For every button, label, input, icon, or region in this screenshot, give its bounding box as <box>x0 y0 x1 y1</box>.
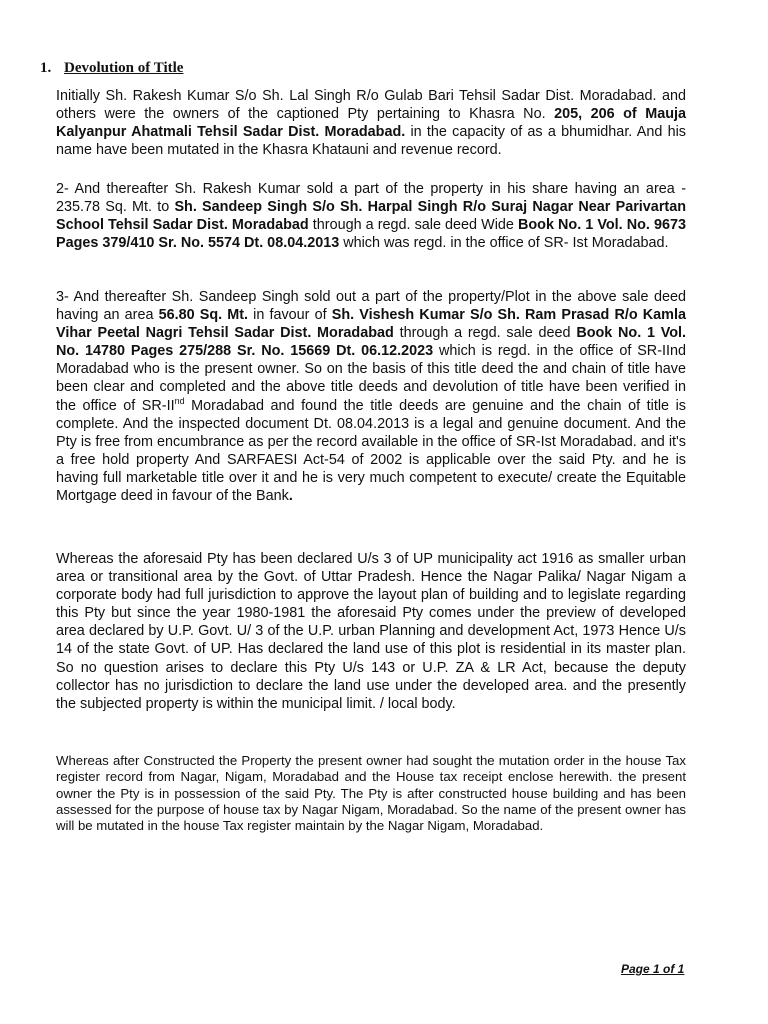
text-run: which is regd. in the office of SR-IInd Moradabad who is the present owner. So on the basis of this title deed the and chain of title have been clear and completed and the above title deeds and devolution of title have been verified in the office of SR-II <box>56 343 686 414</box>
text-run: in the capacity of as a bhumidhar. And his name have been mutated in the Khasra Khatauni and revenue record. <box>56 124 686 159</box>
buyer-details: Sh. Sandeep Singh S/o Sh. Harpal Singh R/o Suraj Nagar Near Parivartan School Tehsil Sadar Dist. Moradabad <box>56 199 687 234</box>
text-run: through a regd. sale deed Wide <box>308 217 518 234</box>
buyer-details: Sh. Vishesh Kumar S/o Sh. Ram Prasad R/o Kamla Vihar Peetal Nagri Tehsil Sadar Dist. Moradabad <box>56 307 686 342</box>
page-number: Page 1 of 1 <box>621 962 685 976</box>
paragraph-mutation: Whereas after Constructed the Property the present owner had sought the mutation order in the house Tax register record from Nagar, Nigam, Moradabad and the House tax receipt enclose herewith. the present owner the Pty is in possession of the said Pty. The Pty is after constructed house building and has been assessed for the purpose of house tax by Nagar Nigam, Moradabad. So the name of the present owner has will be mutated in the house Tax register maintain by the Nagar Nigam, Moradabad. <box>56 753 686 834</box>
section-number: 1. <box>40 60 52 76</box>
khasra-details: 205, 206 of Mauja Kalyanpur Ahatmali Tehsil Sadar Dist. Moradabad. <box>56 106 687 141</box>
text-run: . <box>288 488 293 505</box>
deed-reference: Book No. 1 Vol. No. 14780 Pages 275/288 Sr. No. 15669 Dt. 06.12.2023 <box>56 325 687 360</box>
text-run: through a regd. sale deed <box>393 325 577 342</box>
paragraph-first-sale <box>56 180 686 252</box>
section-heading <box>40 60 183 77</box>
paragraph-second-sale <box>56 288 686 505</box>
text-run: which was regd. in the office of SR- Ist Moradabad. <box>339 235 669 252</box>
text-run: Initially Sh. Rakesh Kumar S/o Sh. Lal Singh R/o Gulab Bari Tehsil Sadar Dist. Moradabad. and others were the owners of the captioned Pty pertaining to Khasra No. <box>56 88 686 123</box>
text-run: 2- And thereafter Sh. Rakesh Kumar sold a part of the property in his share having an area - 235.78 Sq. Mt. to <box>56 181 686 216</box>
deed-reference: Book No. 1 Vol. No. 9673 Pages 379/410 Sr. No. 5574 Dt. 08.04.2013 <box>56 217 686 252</box>
ordinal-suffix: nd <box>174 395 185 406</box>
plot-area: 56.80 Sq. Mt. <box>158 307 249 324</box>
text-run: 3- And thereafter Sh. Sandeep Singh sold out a part of the property/Plot in the above sale deed having an area <box>56 289 686 324</box>
section-title: Devolution of Title <box>64 60 184 76</box>
text-run: Moradabad and found the title deeds are genuine and the chain of title is complete. And the inspected document Dt. 08.04.2013 is a legal and genuine document. And the Pty is free from encumbrance as per the record available in the office of SR-Ist Moradabad. and it's a free hold property And SARFAESI Act-54 of 2002 is applicable over the said Pty. and he is having full marketable title over it and he is very much competent to execute/ create the Equitable Mortgage deed in favour of the Bank <box>56 397 686 505</box>
text-run: in favour of <box>248 307 332 324</box>
paragraph-initial-ownership <box>56 87 686 159</box>
paragraph-municipality: Whereas the aforesaid Pty has been declared U/s 3 of UP municipality act 1916 as smaller urban area or transitional area by the Govt. of Uttar Pradesh. Hence the Nagar Palika/ Nagar Nigam a corporate body had full jurisdiction to approve the layout plan of building and to legislate regarding this Pty but since the year 1980-1981 the aforesaid Pty comes under the preview of developed area declared by U.P. Govt. U/ 3 of the U.P. urban Planning and development Act, 1973 Hence U/s 14 of the state Govt. of UP. Has declared the land use of this plot is residential in its master plan. So no question arises to declare this Pty U/s 143 or U.P. ZA & LR Act, because the deputy collector has no jurisdiction to declare the land use under the developed area. and the presently the subjected property is within the municipal limit. / local body. <box>56 551 686 712</box>
